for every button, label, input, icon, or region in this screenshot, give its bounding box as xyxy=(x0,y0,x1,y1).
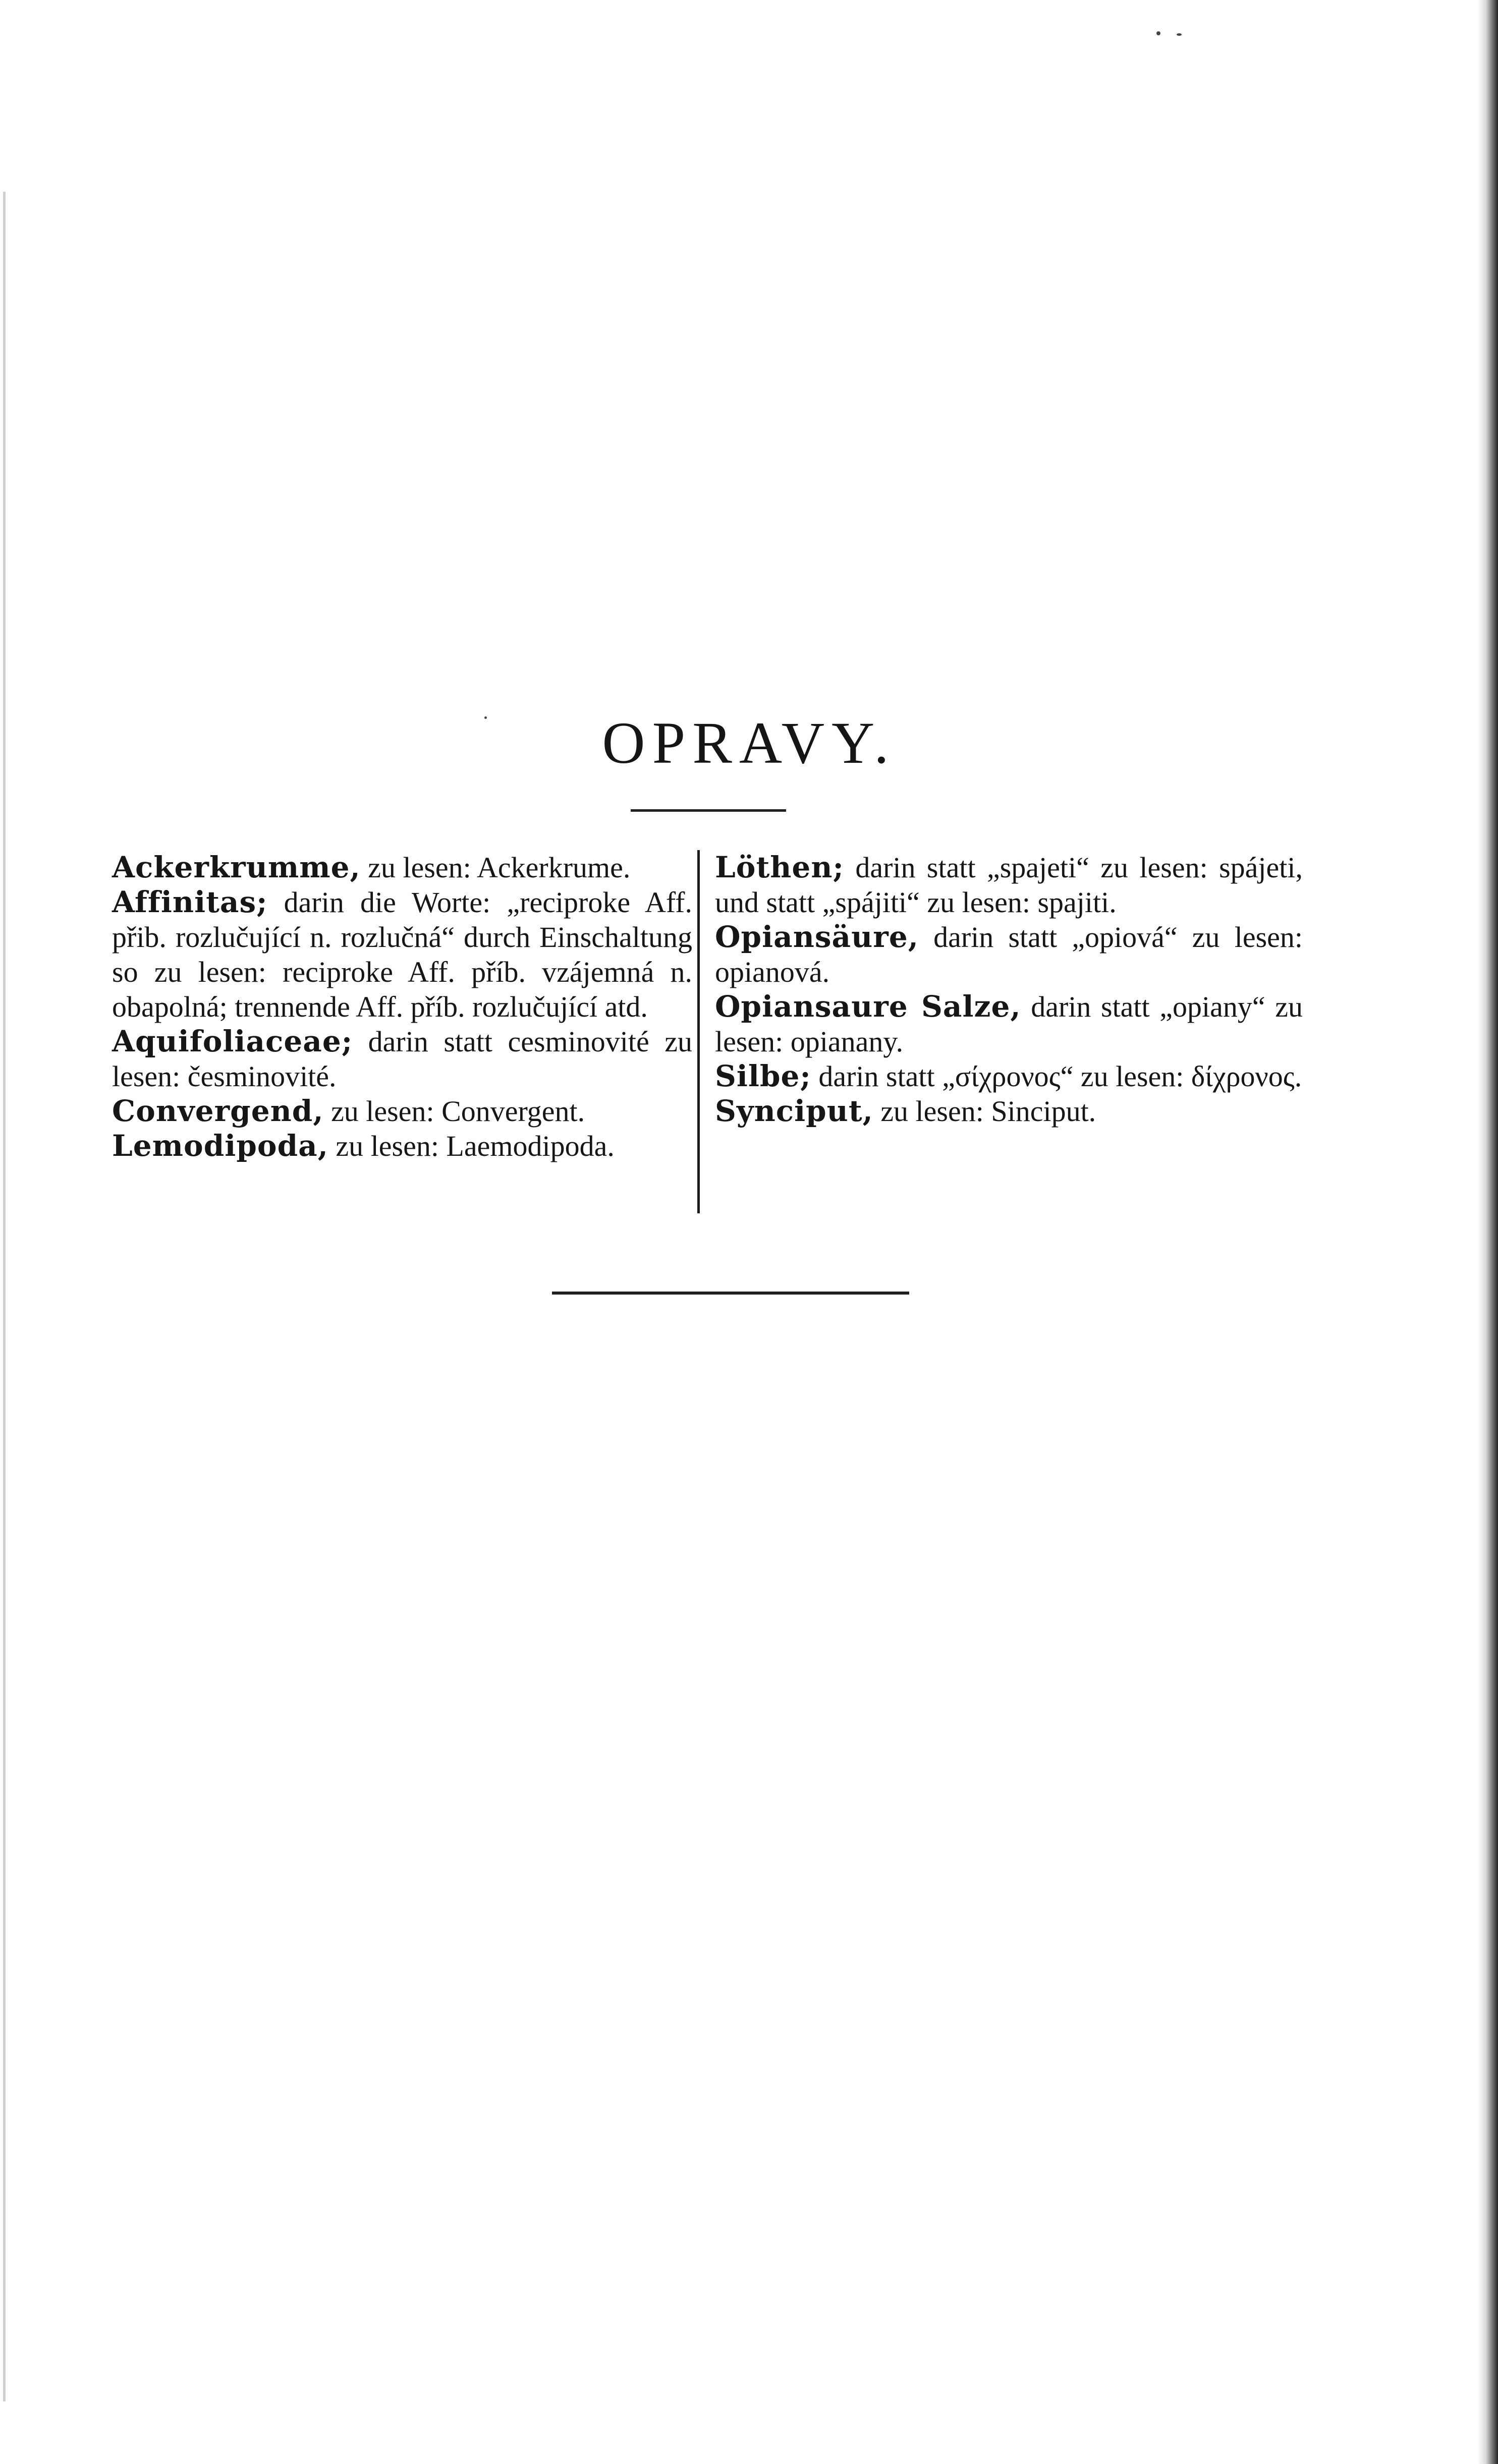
right-column xyxy=(715,850,1303,1129)
entry-headword: Synciput, xyxy=(715,1094,873,1128)
errata-entry xyxy=(715,1094,1303,1129)
entry-text: darin statt „opiany“ zu lesen: opianany. xyxy=(715,990,1303,1058)
page-title: OPRAVY. xyxy=(602,710,896,776)
entry-text: darin statt cesminovité zu lesen: česminovité. xyxy=(112,1025,692,1093)
errata-entry xyxy=(112,850,692,885)
entry-headword: Lemodipoda, xyxy=(112,1129,328,1163)
entry-text: darin statt „σίχρονος“ zu lesen: δίχρονος. xyxy=(811,1060,1302,1093)
scan-speck xyxy=(1156,31,1160,35)
left-column xyxy=(112,850,692,1163)
entry-headword: Löthen; xyxy=(715,850,844,884)
errata-entry xyxy=(112,1024,692,1094)
errata-entry xyxy=(715,1059,1303,1094)
entry-headword: Opiansäure, xyxy=(715,920,919,954)
entry-text: zu lesen: Sinciput. xyxy=(873,1095,1096,1128)
bottom-rule xyxy=(552,1292,909,1295)
scan-edge-line xyxy=(3,192,6,2401)
title-rule xyxy=(631,809,786,812)
entry-text: zu lesen: Convergent. xyxy=(323,1095,585,1128)
entry-headword: Convergend, xyxy=(112,1094,324,1128)
errata-entry xyxy=(715,989,1303,1059)
entry-text: zu lesen: Laemodipoda. xyxy=(328,1130,615,1162)
errata-columns xyxy=(112,850,1303,1218)
entry-headword: Aquifoliaceae; xyxy=(112,1024,353,1058)
errata-entry xyxy=(112,1094,692,1129)
scan-speck xyxy=(1177,33,1182,36)
entry-headword: Opiansaure Salze, xyxy=(715,989,1021,1024)
entry-text: darin statt „spajeti“ zu lesen: spájeti, und statt „spájiti“ zu lesen: spajiti. xyxy=(715,851,1303,919)
column-divider xyxy=(697,850,700,1213)
entry-headword: Ackerkrumme, xyxy=(112,850,361,884)
errata-entry xyxy=(112,885,692,1024)
entry-text: zu lesen: Ackerkrume. xyxy=(360,851,631,884)
errata-entry xyxy=(715,920,1303,989)
entry-headword: Silbe; xyxy=(715,1059,811,1093)
scan-edge-shadow xyxy=(1478,0,1498,2464)
errata-entry xyxy=(112,1129,692,1163)
entry-text: darin die Worte: „reciproke Aff. přib. rozlučující n. rozlučná“ durch Einschaltung so zu lesen: reciproke Aff. příb. vzájemná n. obapolná; trennende Aff. příb. rozlučující atd. xyxy=(112,886,692,1023)
entry-text: darin statt „opiová“ zu lesen: opianová. xyxy=(715,921,1303,988)
entry-headword: Affinitas; xyxy=(112,885,268,919)
errata-entry xyxy=(715,850,1303,920)
